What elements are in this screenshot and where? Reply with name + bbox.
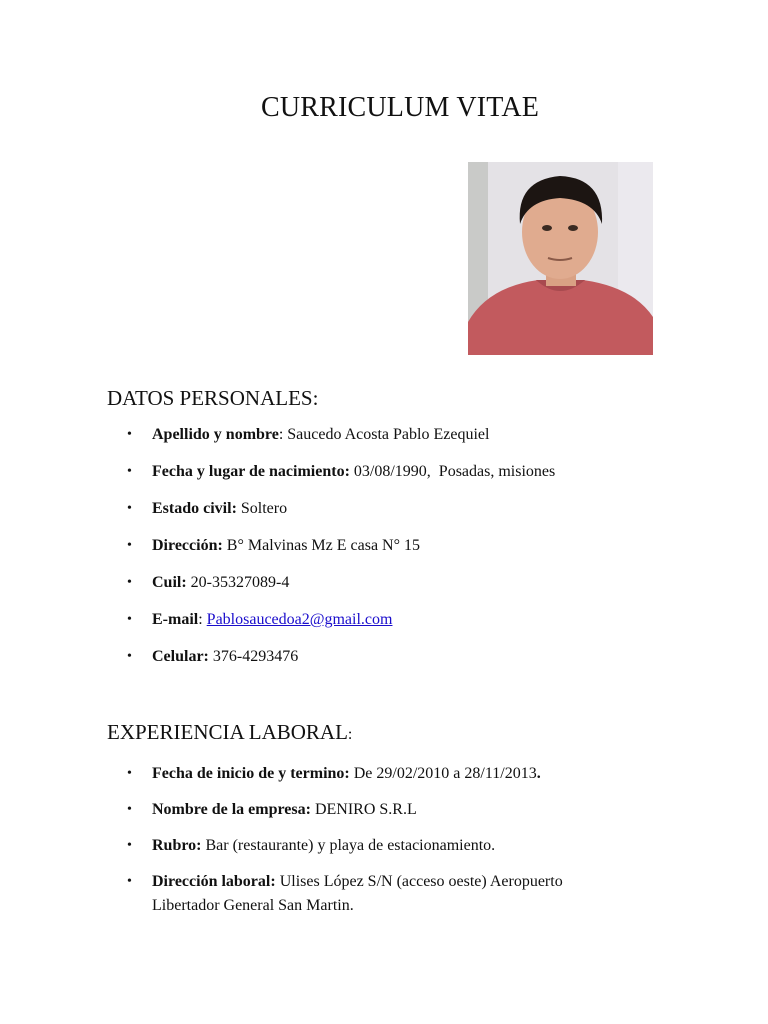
bullet: •: [127, 874, 132, 889]
item-value: 376-4293476: [212, 648, 299, 665]
bullet: •: [127, 464, 132, 479]
item-separator: :: [278, 426, 288, 443]
item-value: De 29/02/2010 a 28/11/2013: [353, 765, 537, 782]
bullet: •: [127, 649, 132, 664]
email-link[interactable]: Pablosaucedoa2@gmail.com: [206, 611, 393, 628]
bullet: •: [127, 838, 132, 853]
list-item: [107, 645, 667, 669]
item-value: 20-35327089-4: [190, 574, 290, 591]
list-item: [107, 571, 667, 595]
item-label: Nombre de la empresa:: [152, 801, 311, 818]
bullet: •: [127, 427, 132, 442]
bullet: •: [127, 802, 132, 817]
item-label: Fecha de inicio de y termino:: [152, 765, 350, 782]
list-item: [107, 534, 667, 558]
list-item: [107, 423, 667, 447]
item-value: DENIRO S.R.L: [314, 801, 417, 818]
bullet: •: [127, 538, 132, 553]
item-value: Bar (restaurante) y playa de estacionamiento.: [205, 837, 496, 854]
item-label: Cuil:: [152, 574, 187, 591]
personal-data-heading: DATOS PERSONALES:: [107, 386, 319, 410]
item-label: Apellido y nombre: [152, 426, 279, 443]
list-item: [107, 460, 667, 484]
bullet: •: [127, 575, 132, 590]
list-item: [107, 762, 667, 786]
personal-data-list: [107, 423, 667, 669]
heading-colon: :: [347, 726, 353, 743]
document-title: CURRICULUM VITAE: [260, 92, 540, 123]
list-item: [107, 497, 667, 521]
bullet: •: [127, 766, 132, 781]
list-item: [107, 870, 622, 918]
list-item: [107, 608, 667, 632]
item-label: E-mail: [152, 611, 199, 628]
work-experience-heading: [107, 720, 352, 745]
list-item: [107, 798, 667, 822]
item-value: B° Malvinas Mz E casa N° 15: [226, 537, 420, 554]
item-separator: :: [198, 611, 207, 628]
item-label: Rubro:: [152, 837, 202, 854]
item-label: Celular:: [152, 648, 209, 665]
item-label: Estado civil:: [152, 500, 237, 517]
item-label: Dirección laboral:: [152, 873, 276, 890]
bullet: •: [127, 501, 132, 516]
item-value: Soltero: [240, 500, 288, 517]
work-experience-list: [107, 762, 667, 918]
item-suffix: .: [536, 765, 541, 782]
item-label: Dirección:: [152, 537, 223, 554]
item-value: Saucedo Acosta Pablo Ezequiel: [287, 426, 490, 443]
profile-photo: [468, 162, 653, 355]
bullet: •: [127, 612, 132, 627]
item-value: Ulises López S/N (acceso oeste) Aeropuerto Libertador General San Martin.: [152, 873, 563, 914]
item-label: Fecha y lugar de nacimiento:: [152, 463, 350, 480]
list-item: [107, 834, 667, 858]
item-value: 03/08/1990, Posadas, misiones: [353, 463, 556, 480]
heading-text: EXPERIENCIA LABORAL: [107, 720, 348, 744]
